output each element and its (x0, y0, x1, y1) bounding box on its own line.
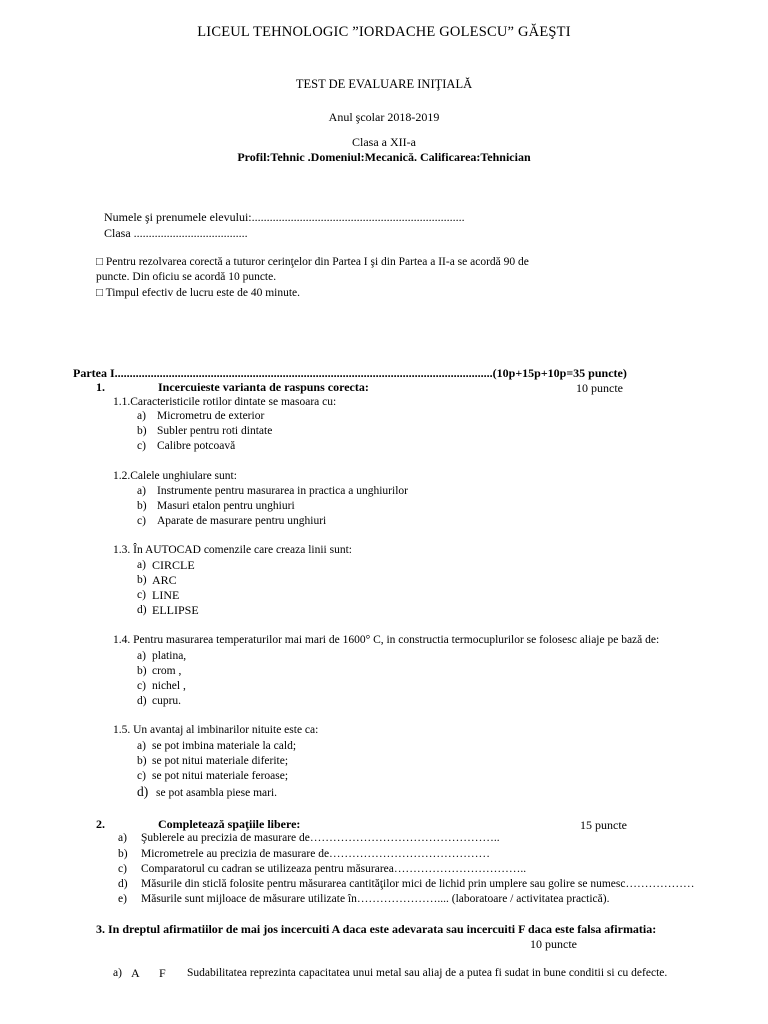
fill-in-item: Măsurile din sticlă folosite pentru măsurarea cantităţilor mici de lichid prin umplere sau golire se numesc……………… (141, 878, 695, 890)
option-text: crom , (152, 665, 182, 677)
q2-title: Completează spaţiile libere: (158, 817, 301, 831)
fill-in-item: Şublerele au precizia de masurare de………………………………………….. (141, 832, 500, 844)
option-text: CIRCLE (152, 558, 195, 572)
student-name-field: Numele şi prenumele elevului:....................................................................... (104, 210, 465, 224)
option-key: c) (137, 680, 146, 692)
q1-number: 1. (96, 380, 105, 394)
test-title: TEST DE EVALUARE INIŢIALĂ (295, 77, 473, 91)
statement-text: Sudabilitatea reprezinta capacitatea unui metal sau aliaj de a putea fi sudat in bune conditii si cu defecte. (187, 967, 668, 979)
option-text: Aparate de masurare pentru unghiuri (157, 515, 327, 527)
fill-in-item: Măsurile sunt mijloace de măsurare utilizate în………………….... (laboratoare / activitatea practică). (141, 893, 610, 905)
option-key: b) (137, 574, 147, 586)
q2-number: 2. (96, 817, 105, 831)
option-text: se pot nitui materiale diferite; (152, 755, 289, 767)
option-text: Calibre potcoavă (157, 440, 236, 452)
option-key: d) (137, 695, 147, 707)
question-prompt: 1.1.Caracteristicile rotilor dintate se masoara cu: (113, 396, 337, 408)
option-text: Micrometru de exterior (157, 410, 265, 422)
option-key: d) (137, 604, 147, 616)
q3-title: 3. In dreptul afirmatiilor de mai jos incercuiti A daca este adevarata sau incercuiti F daca este falsa afirmatia: (96, 922, 657, 936)
option-text: se pot nitui materiale feroase; (152, 770, 289, 782)
true-choice: A (131, 966, 140, 980)
option-key: b) (118, 848, 128, 860)
option-text: platina, (152, 650, 187, 662)
option-text: ELLIPSE (152, 603, 199, 617)
school-name: LICEUL TEHNOLOGIC ”IORDACHE GOLESCU” GĂEŞTI (197, 24, 571, 40)
option-key: d) (137, 784, 149, 799)
instruction-line: □ Timpul efectiv de lucru este de 40 minute. (96, 287, 301, 299)
option-key: c) (118, 863, 127, 875)
school-year: Anul şcolar 2018-2019 (328, 110, 440, 124)
option-text: se pot asambla piese mari. (156, 787, 278, 799)
option-text: Instrumente pentru masurarea in practica a unghiurilor (157, 485, 408, 497)
option-key: b) (137, 665, 147, 677)
option-key: c) (137, 440, 146, 452)
option-key: a) (113, 967, 122, 979)
option-key: a) (137, 559, 146, 571)
option-key: a) (137, 485, 146, 497)
option-key: c) (137, 770, 146, 782)
option-key: c) (137, 515, 146, 527)
question-prompt: 1.3. În AUTOCAD comenzile care creaza linii sunt: (113, 544, 352, 556)
option-key: e) (118, 893, 127, 905)
part1-heading: Partea I..............................................................................................................................(10p+15p+10p=35 puncte) (73, 366, 627, 380)
option-key: a) (137, 410, 146, 422)
option-text: LINE (152, 588, 180, 602)
fill-in-item: Comparatorul cu cadran se utilizeaza pentru măsurarea…………………………….. (141, 863, 527, 875)
class-level: Clasa a XII-a (352, 135, 416, 149)
option-text: Masuri etalon pentru unghiuri (157, 500, 295, 512)
option-key: a) (137, 650, 146, 662)
q1-title: Incercuieste varianta de raspuns corecta: (158, 380, 369, 394)
question-prompt: 1.5. Un avantaj al imbinarilor nituite este ca: (113, 724, 319, 736)
false-choice: F (159, 966, 166, 980)
option-text: nichel , (152, 680, 186, 692)
option-key: b) (137, 425, 147, 437)
question-prompt: 1.2.Calele unghiulare sunt: (113, 470, 237, 482)
profile-line: Profil:Tehnic .Domeniul:Mecanică. Calificarea:Tehnician (237, 150, 531, 164)
option-key: c) (137, 589, 146, 601)
option-key: b) (137, 500, 147, 512)
q3-points: 10 puncte (530, 937, 577, 951)
student-class-field: Clasa ...................................... (104, 226, 248, 240)
option-key: a) (137, 740, 146, 752)
option-text: se pot imbina materiale la cald; (152, 740, 297, 752)
question-prompt: 1.4. Pentru masurarea temperaturilor mai mari de 1600° C, in constructia termocuplurilor se folosesc aliaje pe bază de: (113, 634, 660, 646)
instruction-line: puncte. Din oficiu se acordă 10 puncte. (96, 271, 277, 283)
option-key: b) (137, 755, 147, 767)
fill-in-item: Micrometrele au precizia de masurare de…………………………………… (141, 848, 491, 860)
q2-points: 15 puncte (580, 818, 627, 832)
option-key: a) (118, 832, 127, 844)
option-text: cupru. (152, 695, 182, 707)
option-text: ARC (152, 573, 177, 587)
option-text: Subler pentru roti dintate (157, 425, 273, 437)
instruction-line: □ Pentru rezolvarea corectă a tuturor cerinţelor din Partea I şi din Partea a II-a se acordă 90 de (96, 256, 529, 268)
q1-points: 10 puncte (576, 381, 623, 395)
option-key: d) (118, 878, 128, 890)
